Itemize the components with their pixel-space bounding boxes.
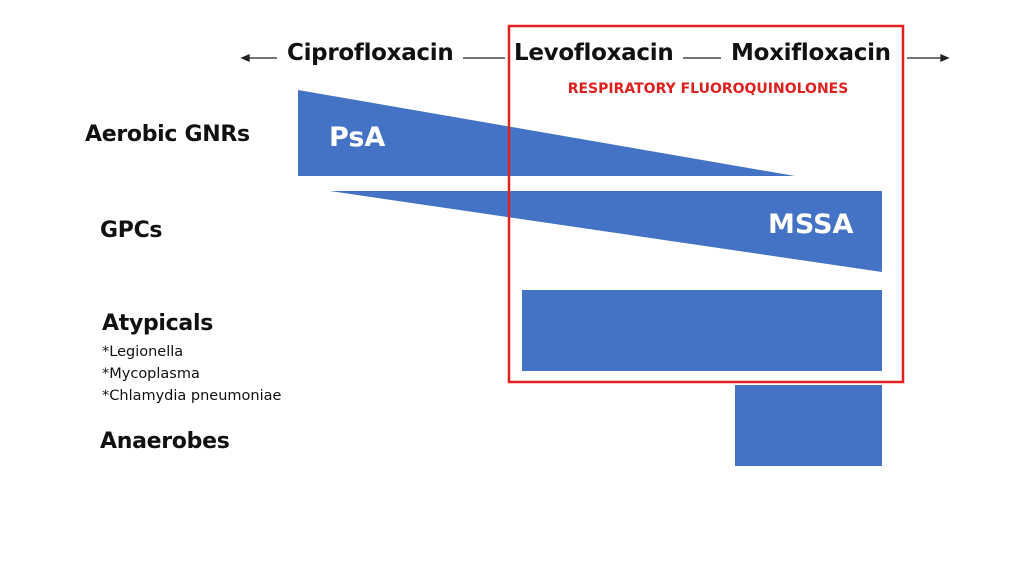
row-label-atypicals: Atypicals [102, 311, 213, 336]
atypical-example-chlamydia: *Chlamydia pneumoniae [102, 388, 282, 404]
row-label-gpcs: GPCs [100, 218, 163, 243]
right-arrowhead-icon [941, 55, 948, 61]
drug-moxifloxacin: Moxifloxacin [731, 40, 891, 66]
mssa-label: MSSA [768, 209, 854, 240]
atypicals-coverage-bar [522, 290, 882, 371]
atypical-example-mycoplasma: *Mycoplasma [102, 366, 200, 382]
row-label-aerobic-gnrs: Aerobic GNRs [85, 122, 250, 147]
psa-label: PsA [329, 122, 386, 153]
drug-ciprofloxacin: Ciprofloxacin [287, 40, 454, 66]
drug-levofloxacin: Levofloxacin [514, 40, 674, 66]
atypical-example-legionella: *Legionella [102, 344, 184, 360]
row-label-anaerobes: Anaerobes [100, 429, 230, 454]
anaerobes-coverage-bar [735, 385, 882, 466]
left-arrowhead-icon [242, 55, 249, 61]
respiratory-fluoroquinolones-label: RESPIRATORY FLUOROQUINOLONES [567, 81, 849, 97]
